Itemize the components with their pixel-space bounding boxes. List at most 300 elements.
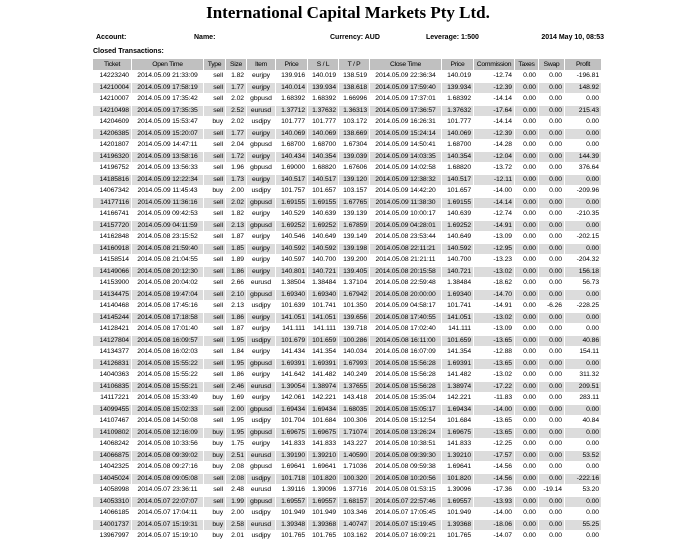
cell-profit: -209.96 [565, 186, 601, 197]
cell-open-price: 140.597 [276, 255, 307, 266]
cell-commission: -14.70 [474, 290, 514, 301]
cell-swap: 0.00 [539, 255, 564, 266]
cell-sl: 1.69434 [308, 405, 338, 416]
cell-open-time: 2014.05.07 22:07:07 [132, 497, 203, 508]
cell-type: sell [204, 71, 225, 82]
cell-commission: -14.91 [474, 221, 514, 232]
cell-swap: 0.00 [539, 462, 564, 473]
cell-swap: 0.00 [539, 290, 564, 301]
cell-type: buy [204, 451, 225, 462]
cell-open-price: 1.68392 [276, 94, 307, 105]
table-row [93, 301, 601, 312]
cell-profit: 0.00 [565, 428, 601, 439]
cell-sl: 101.820 [308, 474, 338, 485]
cell-taxes: 0.00 [515, 508, 538, 519]
cell-ticket: 14099455 [93, 405, 131, 416]
cell-tp: 103.346 [339, 508, 369, 519]
cell-sl: 140.354 [308, 152, 338, 163]
cell-close-price: 140.354 [442, 152, 473, 163]
cell-open-time: 2014.05.09 09:42:53 [132, 209, 203, 220]
cell-item: gbpusd [247, 163, 275, 174]
cell-profit: 311.32 [565, 370, 601, 381]
table-row [93, 117, 601, 128]
cell-taxes: 0.00 [515, 106, 538, 117]
cell-swap: 0.00 [539, 416, 564, 427]
account-label: Account: [96, 34, 127, 41]
cell-swap: 0.00 [539, 83, 564, 94]
cell-type: buy [204, 462, 225, 473]
cell-sl: 101.741 [308, 301, 338, 312]
cell-size: 2.04 [226, 140, 246, 151]
cell-item: eurjpy [247, 152, 275, 163]
cell-taxes: 0.00 [515, 359, 538, 370]
cell-tp: 103.172 [339, 117, 369, 128]
cell-open-price: 1.69340 [276, 290, 307, 301]
cell-open-price: 1.69391 [276, 359, 307, 370]
cell-taxes: 0.00 [515, 94, 538, 105]
cell-taxes: 0.00 [515, 451, 538, 462]
cell-open-price: 142.061 [276, 393, 307, 404]
cell-close-price: 1.68820 [442, 163, 473, 174]
cell-swap: 0.00 [539, 106, 564, 117]
cell-sl: 1.39096 [308, 485, 338, 496]
cell-close-price: 141.111 [442, 324, 473, 335]
cell-close-time: 2014.05.09 17:59:40 [370, 83, 441, 94]
cell-open-price: 141.642 [276, 370, 307, 381]
table-row [93, 175, 601, 186]
cell-commission: -14.56 [474, 474, 514, 485]
cell-profit: 53.52 [565, 451, 601, 462]
cell-open-price: 1.69641 [276, 462, 307, 473]
cell-item: gbpusd [247, 359, 275, 370]
table-row [93, 336, 601, 347]
cell-ticket: 14210007 [93, 94, 131, 105]
cell-item: eurusd [247, 382, 275, 393]
cell-size: 2.66 [226, 278, 246, 289]
cell-size: 2.10 [226, 290, 246, 301]
table-row [93, 520, 601, 531]
cell-sl: 101.765 [308, 531, 338, 542]
cell-sl: 140.700 [308, 255, 338, 266]
cell-taxes: 0.00 [515, 152, 538, 163]
cell-swap: 0.00 [539, 175, 564, 186]
cell-open-price: 139.916 [276, 71, 307, 82]
cell-ticket: 14158514 [93, 255, 131, 266]
column-header-type: Type [204, 59, 225, 70]
cell-swap: 0.00 [539, 117, 564, 128]
cell-commission: -12.04 [474, 152, 514, 163]
cell-taxes: 0.00 [515, 267, 538, 278]
cell-close-price: 101.949 [442, 508, 473, 519]
cell-ticket: 14210498 [93, 106, 131, 117]
cell-profit: -196.81 [565, 71, 601, 82]
cell-open-time: 2014.05.09 11:45:43 [132, 186, 203, 197]
cell-type: buy [204, 531, 225, 542]
cell-taxes: 0.00 [515, 198, 538, 209]
cell-taxes: 0.00 [515, 209, 538, 220]
cell-sl: 101.657 [308, 186, 338, 197]
cell-profit: -204.32 [565, 255, 601, 266]
cell-ticket: 14128421 [93, 324, 131, 335]
table-header-row [93, 59, 601, 70]
cell-taxes: 0.00 [515, 347, 538, 358]
cell-close-time: 2014.05.09 14:50:41 [370, 140, 441, 151]
cell-sl: 1.39368 [308, 520, 338, 531]
cell-commission: -13.02 [474, 370, 514, 381]
cell-open-time: 2014.05.09 13:58:16 [132, 152, 203, 163]
cell-swap: 0.00 [539, 347, 564, 358]
cell-commission: -12.88 [474, 347, 514, 358]
cell-taxes: 0.00 [515, 117, 538, 128]
cell-open-price: 101.765 [276, 531, 307, 542]
column-header-commission: Commission [474, 59, 514, 70]
cell-type: sell [204, 232, 225, 243]
cell-commission: -11.83 [474, 393, 514, 404]
table-row [93, 462, 601, 473]
cell-swap: 0.00 [539, 186, 564, 197]
cell-size: 1.87 [226, 232, 246, 243]
cell-open-price: 141.051 [276, 313, 307, 324]
column-header-ticket: Ticket [93, 59, 131, 70]
cell-close-time: 2014.05.08 09:39:30 [370, 451, 441, 462]
cell-ticket: 14109802 [93, 428, 131, 439]
cell-swap: 0.00 [539, 520, 564, 531]
table-row [93, 474, 601, 485]
cell-open-time: 2014.05.08 16:02:03 [132, 347, 203, 358]
cell-close-price: 1.38974 [442, 382, 473, 393]
cell-open-time: 2014.05.07 23:36:11 [132, 485, 203, 496]
cell-ticket: 14145244 [93, 313, 131, 324]
cell-type: sell [204, 278, 225, 289]
cell-tp: 1.71036 [339, 462, 369, 473]
cell-close-price: 141.482 [442, 370, 473, 381]
cell-taxes: 0.00 [515, 393, 538, 404]
cell-sl: 1.38484 [308, 278, 338, 289]
cell-profit: 40.86 [565, 336, 601, 347]
cell-swap: 0.00 [539, 209, 564, 220]
cell-size: 1.95 [226, 428, 246, 439]
column-header-tp: T / P [339, 59, 369, 70]
cell-commission: -12.95 [474, 244, 514, 255]
cell-open-time: 2014.05.08 19:47:04 [132, 290, 203, 301]
cell-ticket: 14160918 [93, 244, 131, 255]
cell-open-price: 140.434 [276, 152, 307, 163]
cell-tp: 138.669 [339, 129, 369, 140]
cell-sl: 140.592 [308, 244, 338, 255]
cell-tp: 1.68035 [339, 405, 369, 416]
cell-profit: -222.16 [565, 474, 601, 485]
cell-close-price: 101.659 [442, 336, 473, 347]
account-info-row [92, 34, 604, 44]
cell-open-time: 2014.05.09 12:22:34 [132, 175, 203, 186]
cell-swap: 0.00 [539, 152, 564, 163]
cell-sl: 140.069 [308, 129, 338, 140]
cell-sl: 141.354 [308, 347, 338, 358]
cell-close-time: 2014.05.08 23:53:44 [370, 232, 441, 243]
cell-open-time: 2014.05.08 17:18:58 [132, 313, 203, 324]
cell-size: 2.13 [226, 301, 246, 312]
report-datetime: 2014 May 10, 08:53 [541, 34, 604, 41]
cell-close-price: 101.820 [442, 474, 473, 485]
cell-open-price: 1.69557 [276, 497, 307, 508]
cell-size: 2.00 [226, 508, 246, 519]
table-row [93, 497, 601, 508]
cell-close-price: 1.69155 [442, 198, 473, 209]
cell-swap: 0.00 [539, 267, 564, 278]
cell-sl: 141.482 [308, 370, 338, 381]
cell-profit: 215.43 [565, 106, 601, 117]
cell-open-time: 2014.05.09 15:53:47 [132, 117, 203, 128]
cell-close-price: 1.68700 [442, 140, 473, 151]
cell-profit: -228.25 [565, 301, 601, 312]
cell-taxes: 0.00 [515, 382, 538, 393]
table-row [93, 313, 601, 324]
cell-sl: 141.051 [308, 313, 338, 324]
cell-open-price: 1.69000 [276, 163, 307, 174]
name-label: Name: [194, 34, 216, 41]
cell-open-price: 140.069 [276, 129, 307, 140]
cell-sl: 1.69641 [308, 462, 338, 473]
cell-type: sell [204, 359, 225, 370]
cell-size: 1.86 [226, 267, 246, 278]
cell-ticket: 14001737 [93, 520, 131, 531]
cell-ticket: 14210004 [93, 83, 131, 94]
cell-taxes: 0.00 [515, 290, 538, 301]
cell-tp: 1.36313 [339, 106, 369, 117]
cell-commission: -18.06 [474, 520, 514, 531]
cell-sl: 1.69252 [308, 221, 338, 232]
cell-size: 2.46 [226, 382, 246, 393]
cell-close-time: 2014.05.09 14:02:58 [370, 163, 441, 174]
cell-swap: 0.00 [539, 474, 564, 485]
cell-open-price: 1.39116 [276, 485, 307, 496]
table-row [93, 531, 601, 542]
cell-open-price: 1.69252 [276, 221, 307, 232]
cell-sl: 140.019 [308, 71, 338, 82]
cell-close-price: 101.777 [442, 117, 473, 128]
cell-close-time: 2014.05.08 15:35:04 [370, 393, 441, 404]
cell-sl: 1.69340 [308, 290, 338, 301]
cell-open-time: 2014.05.08 09:39:02 [132, 451, 203, 462]
cell-profit: 0.00 [565, 244, 601, 255]
currency-label: Currency: AUD [330, 34, 380, 41]
cell-commission: -13.65 [474, 359, 514, 370]
cell-open-time: 2014.05.08 17:45:16 [132, 301, 203, 312]
cell-taxes: 0.00 [515, 531, 538, 542]
cell-open-time: 2014.05.08 21:59:40 [132, 244, 203, 255]
cell-open-price: 101.679 [276, 336, 307, 347]
cell-close-time: 2014.05.08 22:11:21 [370, 244, 441, 255]
cell-commission: -13.72 [474, 163, 514, 174]
cell-open-price: 140.014 [276, 83, 307, 94]
table-row [93, 71, 601, 82]
cell-swap: 0.00 [539, 531, 564, 542]
cell-swap: 0.00 [539, 278, 564, 289]
cell-close-price: 140.700 [442, 255, 473, 266]
cell-size: 1.82 [226, 209, 246, 220]
cell-tp: 138.519 [339, 71, 369, 82]
cell-tp: 103.162 [339, 531, 369, 542]
cell-commission: -14.14 [474, 117, 514, 128]
cell-taxes: 0.00 [515, 416, 538, 427]
cell-close-price: 1.69641 [442, 462, 473, 473]
cell-type: sell [204, 152, 225, 163]
table-row [93, 416, 601, 427]
cell-close-price: 1.37632 [442, 106, 473, 117]
cell-profit: 55.25 [565, 520, 601, 531]
cell-tp: 139.405 [339, 267, 369, 278]
cell-type: sell [204, 83, 225, 94]
cell-sl: 1.38974 [308, 382, 338, 393]
table-row [93, 163, 601, 174]
table-row [93, 278, 601, 289]
cell-commission: -18.62 [474, 278, 514, 289]
cell-ticket: 14134377 [93, 347, 131, 358]
cell-ticket: 14066875 [93, 451, 131, 462]
cell-profit: 53.20 [565, 485, 601, 496]
cell-open-time: 2014.05.08 15:55:21 [132, 382, 203, 393]
cell-item: gbpusd [247, 140, 275, 151]
cell-close-time: 2014.05.08 01:53:15 [370, 485, 441, 496]
cell-commission: -12.74 [474, 71, 514, 82]
table-row [93, 370, 601, 381]
cell-sl: 101.949 [308, 508, 338, 519]
cell-open-time: 2014.05.08 15:55:22 [132, 370, 203, 381]
cell-close-time: 2014.05.09 14:03:35 [370, 152, 441, 163]
cell-item: gbpusd [247, 94, 275, 105]
cell-taxes: 0.00 [515, 278, 538, 289]
cell-close-price: 140.019 [442, 71, 473, 82]
cell-taxes: 0.00 [515, 163, 538, 174]
cell-swap: -6.26 [539, 301, 564, 312]
cell-tp: 1.37104 [339, 278, 369, 289]
cell-ticket: 14162848 [93, 232, 131, 243]
cell-size: 1.84 [226, 347, 246, 358]
cell-sl: 1.68392 [308, 94, 338, 105]
table-header [93, 59, 601, 70]
cell-profit: 156.18 [565, 267, 601, 278]
cell-size: 1.87 [226, 324, 246, 335]
cell-profit: 0.00 [565, 221, 601, 232]
cell-commission: -17.22 [474, 382, 514, 393]
cell-close-price: 141.833 [442, 439, 473, 450]
cell-swap: 0.00 [539, 140, 564, 151]
cell-size: 1.77 [226, 129, 246, 140]
cell-open-time: 2014.05.08 21:04:55 [132, 255, 203, 266]
cell-tp: 101.350 [339, 301, 369, 312]
cell-open-price: 1.69434 [276, 405, 307, 416]
table-row [93, 324, 601, 335]
cell-commission: -12.11 [474, 175, 514, 186]
cell-commission: -14.00 [474, 508, 514, 519]
statement-page [92, 0, 604, 543]
cell-open-time: 2014.05.09 17:35:42 [132, 94, 203, 105]
cell-open-time: 2014.05.08 09:27:16 [132, 462, 203, 473]
column-header-close-time: Close Time [370, 59, 441, 70]
cell-open-price: 1.69155 [276, 198, 307, 209]
closed-transactions-table [92, 58, 602, 543]
cell-item: eurusd [247, 451, 275, 462]
cell-item: eurjpy [247, 439, 275, 450]
cell-taxes: 0.00 [515, 336, 538, 347]
cell-type: sell [204, 347, 225, 358]
cell-ticket: 14066185 [93, 508, 131, 519]
cell-open-price: 141.111 [276, 324, 307, 335]
cell-ticket: 14204609 [93, 117, 131, 128]
cell-swap: 0.00 [539, 71, 564, 82]
cell-open-price: 1.38504 [276, 278, 307, 289]
cell-taxes: 0.00 [515, 520, 538, 531]
cell-size: 2.01 [226, 531, 246, 542]
cell-size: 2.08 [226, 462, 246, 473]
cell-taxes: 0.00 [515, 244, 538, 255]
cell-item: eurjpy [247, 370, 275, 381]
cell-ticket: 14058998 [93, 485, 131, 496]
cell-size: 1.75 [226, 439, 246, 450]
cell-ticket: 14206385 [93, 129, 131, 140]
cell-close-time: 2014.05.08 17:02:40 [370, 324, 441, 335]
cell-tp: 139.039 [339, 152, 369, 163]
cell-ticket: 14040363 [93, 370, 131, 381]
cell-tp: 1.37716 [339, 485, 369, 496]
cell-close-price: 1.69252 [442, 221, 473, 232]
table-row [93, 232, 601, 243]
cell-close-time: 2014.05.07 16:09:21 [370, 531, 441, 542]
cell-close-price: 140.639 [442, 209, 473, 220]
cell-commission: -13.09 [474, 324, 514, 335]
cell-sl: 101.684 [308, 416, 338, 427]
cell-size: 1.86 [226, 370, 246, 381]
cell-swap: 0.00 [539, 163, 564, 174]
cell-sl: 101.659 [308, 336, 338, 347]
cell-close-time: 2014.05.09 22:36:34 [370, 71, 441, 82]
cell-close-time: 2014.05.09 14:42:20 [370, 186, 441, 197]
cell-profit: 0.00 [565, 359, 601, 370]
cell-open-time: 2014.05.09 04:11:59 [132, 221, 203, 232]
cell-type: sell [204, 129, 225, 140]
cell-item: gbpusd [247, 198, 275, 209]
cell-commission: -17.64 [474, 106, 514, 117]
cell-close-price: 140.649 [442, 232, 473, 243]
cell-item: gbpusd [247, 221, 275, 232]
cell-item: eurjpy [247, 324, 275, 335]
cell-item: eurjpy [247, 129, 275, 140]
cell-item: eurjpy [247, 71, 275, 82]
cell-size: 1.72 [226, 152, 246, 163]
cell-close-price: 140.517 [442, 175, 473, 186]
cell-ticket: 14134475 [93, 290, 131, 301]
cell-size: 2.02 [226, 198, 246, 209]
cell-item: usdjpy [247, 508, 275, 519]
cell-type: sell [204, 255, 225, 266]
cell-profit: 0.00 [565, 198, 601, 209]
cell-close-time: 2014.05.08 21:21:11 [370, 255, 441, 266]
cell-profit: 0.00 [565, 405, 601, 416]
cell-tp: 139.718 [339, 324, 369, 335]
cell-open-time: 2014.05.08 23:15:52 [132, 232, 203, 243]
cell-swap: 0.00 [539, 94, 564, 105]
cell-profit: 0.00 [565, 508, 601, 519]
column-header-profit: Profit [565, 59, 601, 70]
cell-item: usdjpy [247, 301, 275, 312]
table-row [93, 221, 601, 232]
cell-close-time: 2014.05.07 15:19:45 [370, 520, 441, 531]
cell-commission: -12.39 [474, 83, 514, 94]
cell-swap: 0.00 [539, 497, 564, 508]
cell-profit: 0.00 [565, 175, 601, 186]
table-body [93, 71, 601, 542]
cell-size: 1.77 [226, 83, 246, 94]
